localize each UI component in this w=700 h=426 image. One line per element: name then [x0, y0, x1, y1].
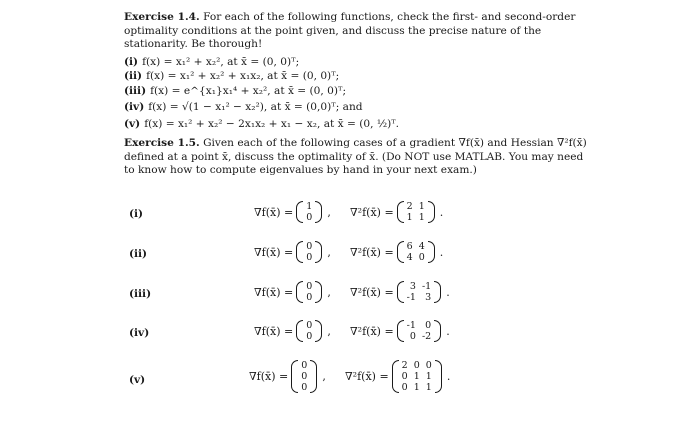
hessian-matrix	[392, 360, 442, 393]
matrix-entry: 0	[301, 382, 308, 393]
gradient-ii	[254, 241, 331, 263]
case-label-iii: (iii)	[129, 288, 152, 300]
matrix-entry: 4	[406, 252, 413, 263]
ex14-item-iii	[124, 85, 346, 98]
comma: ,	[327, 285, 331, 299]
item-label: (iii)	[124, 85, 147, 97]
matrix-entry: 0	[306, 281, 313, 292]
gradient-i	[254, 201, 331, 223]
gradient-label: ∇f(x̄) =	[254, 324, 294, 338]
gradient-label: ∇f(x̄) =	[254, 245, 294, 259]
gradient-label: ∇f(x̄) =	[249, 370, 289, 383]
gradient-label: ∇f(x̄) =	[254, 205, 294, 219]
gradient-vector	[296, 281, 322, 303]
hessian-matrix	[397, 201, 435, 223]
matrix-entry: -1	[421, 281, 432, 292]
matrix-entry: 0	[425, 360, 432, 371]
matrix-entry: 0	[425, 320, 432, 331]
gradient-iv	[254, 320, 331, 342]
gradient-vector	[296, 241, 322, 263]
matrix-entry: 0	[301, 360, 308, 371]
item-formula: f(x) = √(1 − x₁² − x₂²), at x̄ = (0,0)ᵀ; and	[148, 101, 363, 113]
matrix-entry: -2	[421, 331, 432, 342]
matrix-entry: 2	[401, 360, 408, 371]
exercise-1-4-heading: Exercise 1.4.	[124, 11, 200, 23]
matrix-entry: 6	[406, 241, 413, 252]
matrix-entry: 4	[418, 241, 425, 252]
hessian-iv	[350, 320, 450, 342]
hessian-label: ∇²f(x̄) =	[350, 324, 394, 338]
hessian-ii	[350, 241, 443, 263]
matrix-entry: 0	[418, 252, 425, 263]
hessian-v	[345, 360, 450, 393]
exercise-1-4-text: For each of the following functions, check the first- and second-order optimality conditions at the point given, and discuss the precise nature of the stationarity. Be thorough!	[124, 11, 576, 50]
ex14-item-i	[124, 56, 299, 69]
item-label: (i)	[124, 56, 139, 68]
hessian-i	[350, 201, 443, 223]
matrix-entry: 0	[306, 320, 313, 331]
gradient-vector	[296, 320, 322, 342]
gradient-vector	[296, 201, 322, 223]
hessian-matrix	[397, 281, 442, 303]
comma: ,	[322, 370, 326, 383]
comma: ,	[327, 205, 331, 219]
hessian-iii	[350, 281, 450, 303]
ex14-item-ii	[124, 70, 339, 83]
matrix-entry: 0	[306, 331, 313, 342]
gradient-v	[249, 360, 326, 393]
hessian-matrix	[397, 320, 442, 342]
matrix-entry: 0	[413, 360, 420, 371]
exercise-1-4-intro	[124, 11, 594, 52]
hessian-label: ∇²f(x̄) =	[350, 285, 394, 299]
ex14-item-v	[124, 118, 399, 131]
hessian-label: ∇²f(x̄) =	[350, 205, 394, 219]
matrix-entry: 1	[418, 212, 425, 223]
matrix-entry: -1	[406, 292, 416, 303]
matrix-entry: 1	[418, 201, 425, 212]
matrix-entry: 1	[413, 382, 420, 393]
matrix-entry: 0	[401, 382, 408, 393]
item-label: (ii)	[124, 70, 143, 82]
item-formula: f(x) = x₁² + x₂² − 2x₁x₂ + x₁ − x₂, at x̄ = (0, ½)ᵀ.	[144, 118, 400, 130]
matrix-entry: 1	[425, 371, 432, 382]
case-label-iv: (iv)	[129, 327, 150, 339]
item-formula: f(x) = e^{x₁}x₁⁴ + x₂², at x̄ = (0, 0)ᵀ;	[150, 85, 347, 97]
period: .	[446, 370, 451, 383]
period: .	[439, 245, 444, 259]
case-label-i: (i)	[129, 208, 144, 220]
hessian-matrix	[397, 241, 435, 263]
matrix-entry: -1	[406, 320, 416, 331]
period: .	[439, 205, 444, 219]
matrix-entry: 3	[409, 281, 416, 292]
period: .	[446, 324, 450, 338]
matrix-entry: 1	[413, 371, 420, 382]
case-label-ii: (ii)	[129, 248, 148, 260]
matrix-entry: 2	[406, 201, 413, 212]
gradient-label: ∇f(x̄) =	[254, 285, 294, 299]
case-label-v: (v)	[129, 374, 146, 386]
hessian-label: ∇²f(x̄) =	[350, 245, 394, 259]
exercise-1-5-text: Given each of the following cases of a gradient ∇f(x̄) and Hessian ∇²f(x̄) defined at a point x̄, discuss the optimality of x̄. (Do NOT use MATLAB. You may need to know how to compute eigenvalues by hand in your next exam.)	[124, 137, 587, 176]
ex14-item-iv	[124, 101, 363, 114]
hessian-label: ∇²f(x̄) =	[345, 370, 389, 383]
item-label: (v)	[124, 118, 141, 130]
exercise-1-5-intro	[124, 137, 594, 178]
matrix-entry: 0	[306, 252, 313, 263]
period: .	[446, 285, 450, 299]
matrix-entry: 0	[306, 241, 313, 252]
comma: ,	[327, 245, 331, 259]
matrix-entry: 0	[306, 212, 313, 223]
gradient-vector	[291, 360, 317, 393]
exercise-1-5-heading: Exercise 1.5.	[124, 137, 200, 149]
matrix-entry: 3	[425, 292, 432, 303]
comma: ,	[327, 324, 331, 338]
item-formula: f(x) = x₁² + x₂² + x₁x₂, at x̄ = (0, 0)ᵀ;	[146, 70, 340, 82]
matrix-entry: 0	[301, 371, 308, 382]
matrix-entry: 1	[406, 212, 413, 223]
matrix-entry: 0	[401, 371, 408, 382]
item-label: (iv)	[124, 101, 145, 113]
gradient-iii	[254, 281, 331, 303]
matrix-entry: 1	[425, 382, 432, 393]
matrix-entry: 1	[306, 201, 313, 212]
item-formula: f(x) = x₁² + x₂², at x̄ = (0, 0)ᵀ;	[142, 56, 300, 68]
matrix-entry: 0	[409, 331, 416, 342]
matrix-entry: 0	[306, 292, 313, 303]
